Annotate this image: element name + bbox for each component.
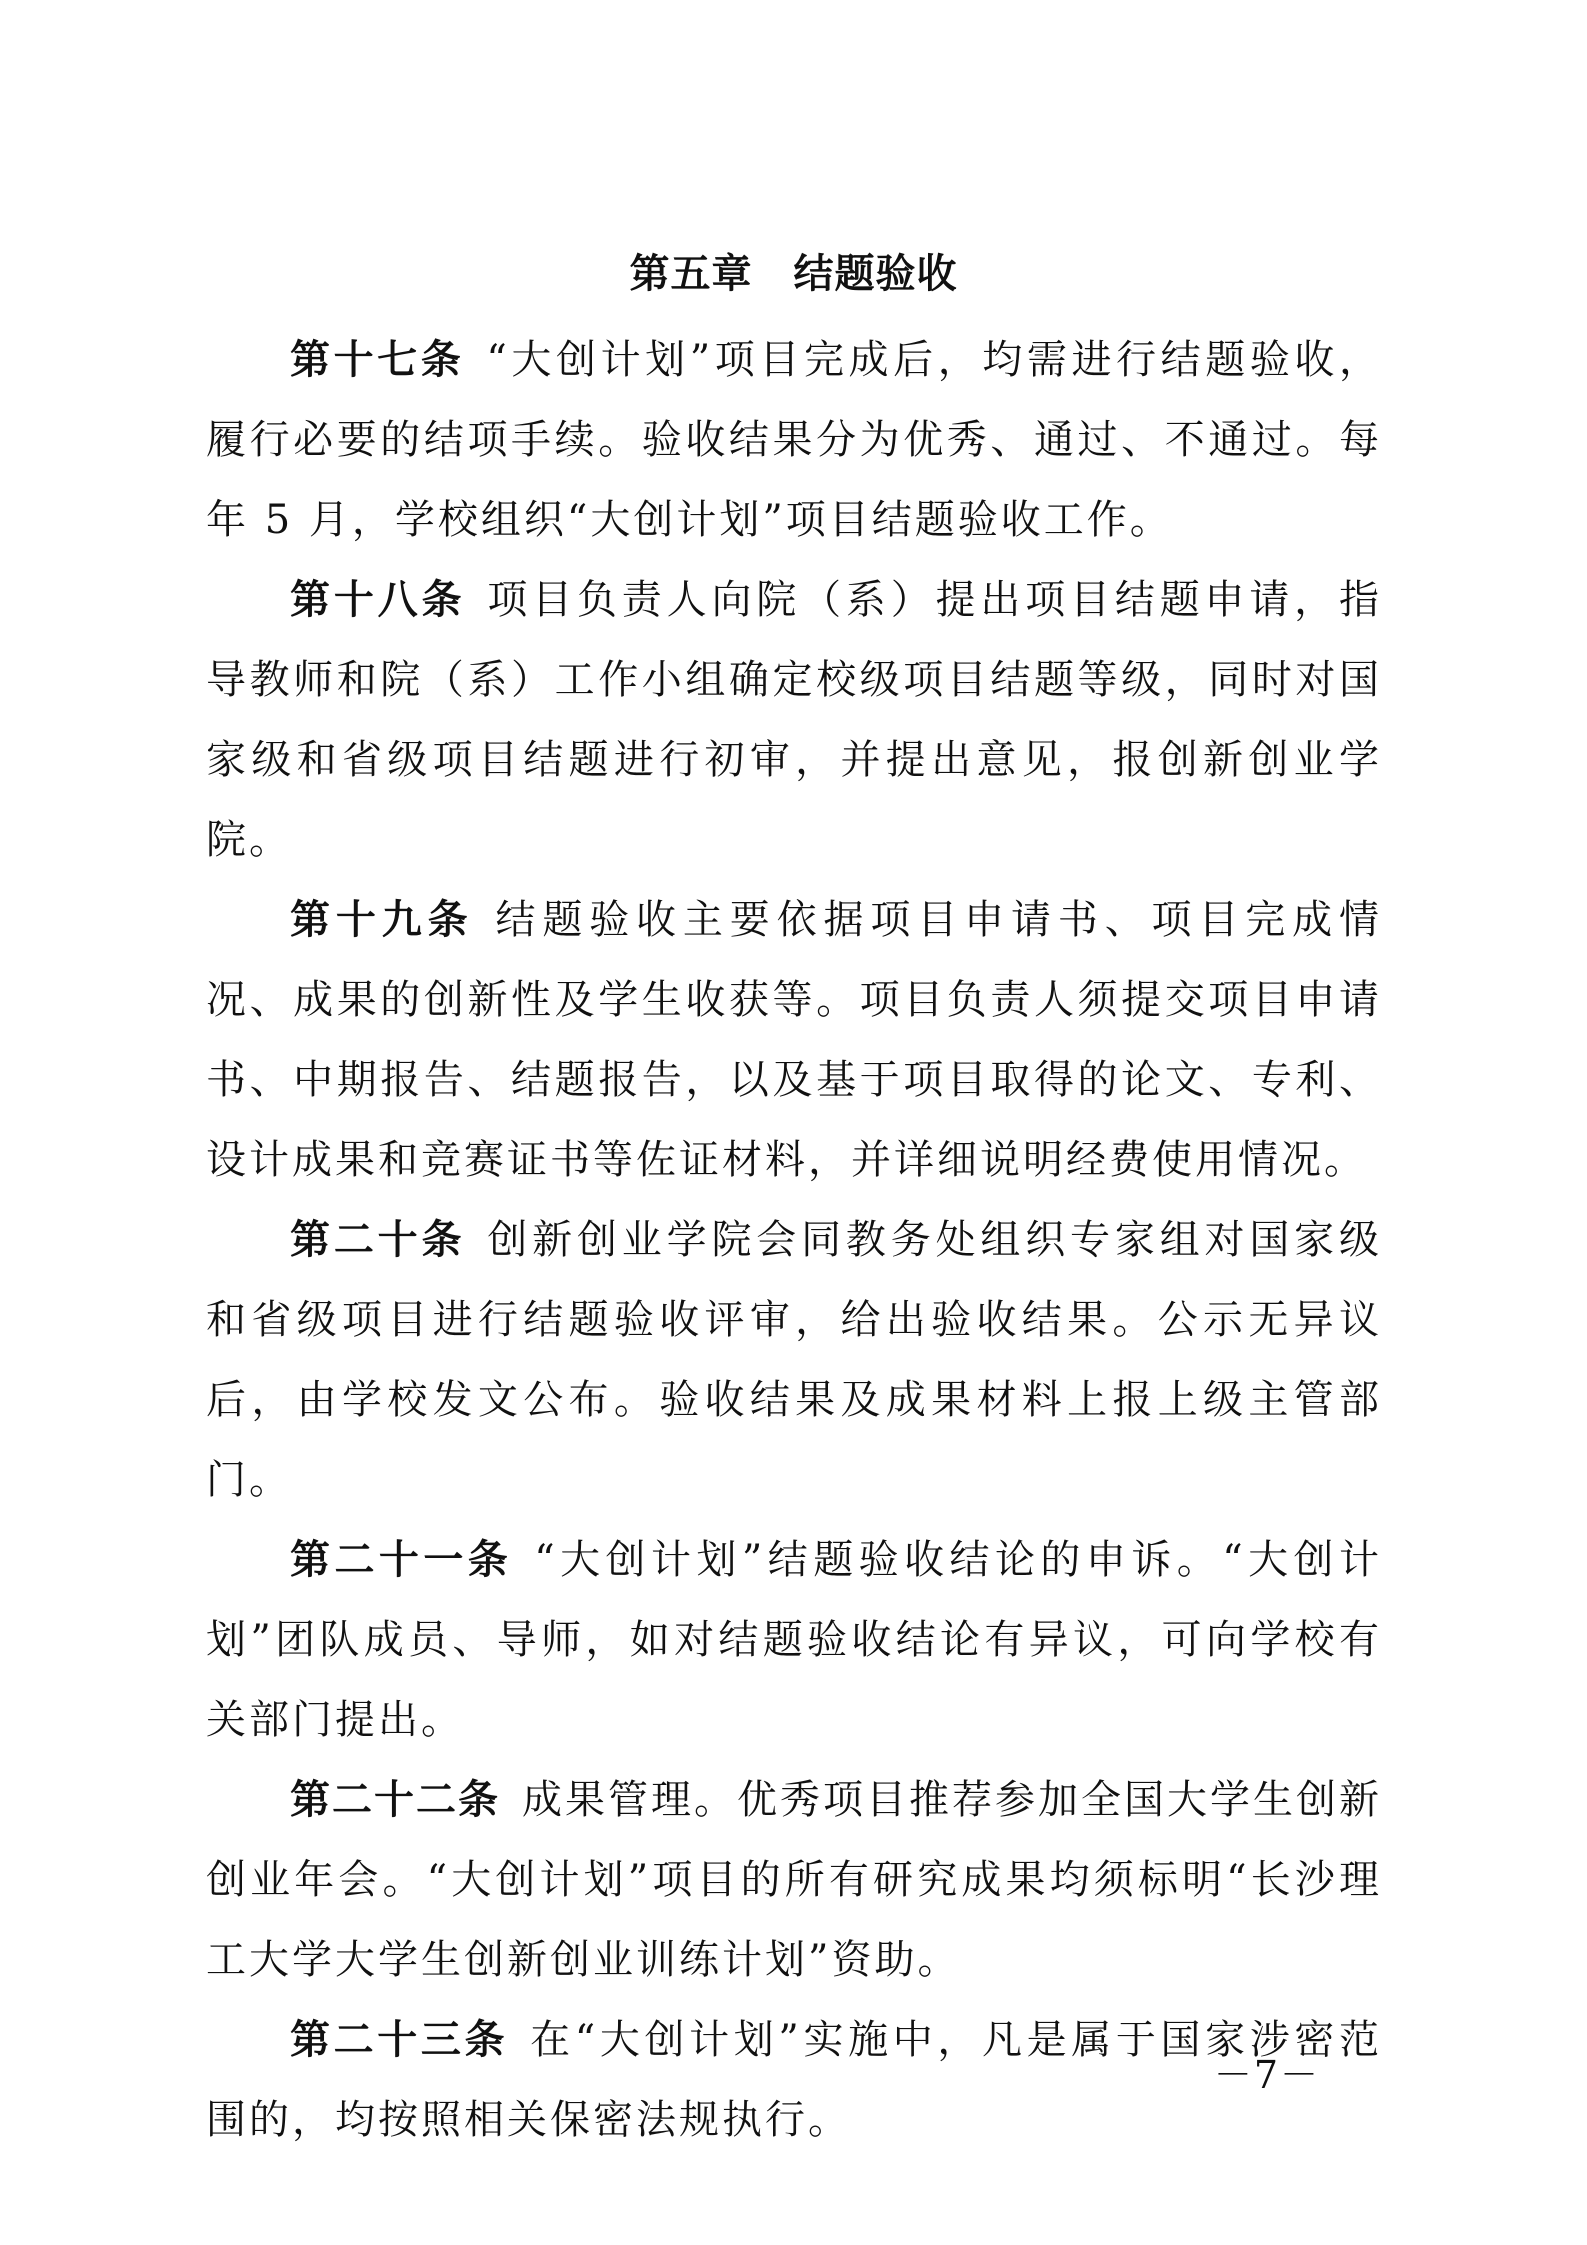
article-18	[206, 560, 1382, 880]
article-text: “大创计划”结题验收结论的申诉。“大创计划”团队成员、导师，如对结题验收结论有异议，可向学校有关部门提出。	[206, 1537, 1382, 1743]
article-21	[206, 1520, 1382, 1760]
article-text: 成果管理。优秀项目推荐参加全国大学生创新创业年会。“大创计划”项目的所有研究成果均须标明“长沙理工大学大学生创新创业训练计划”资助。	[206, 1777, 1382, 1983]
page-number: －7－	[1213, 2053, 1320, 2097]
article-17	[206, 320, 1382, 560]
article-number: 第十八条	[290, 577, 466, 623]
chapter-title: 第五章 结题验收	[629, 251, 958, 297]
article-19	[206, 880, 1382, 1200]
article-text: 项目负责人向院（系）提出项目结题申请，指导教师和院（系）工作小组确定校级项目结题等级，同时对国家级和省级项目结题进行初审，并提出意见，报创新创业学院。	[206, 577, 1383, 863]
article-list	[206, 320, 1382, 2160]
article-text: 创新创业学院会同教务处组织专家组对国家级和省级项目进行结题验收评审，给出验收结果。公示无异议后，由学校发文公布。验收结果及成果材料上报上级主管部门。	[206, 1217, 1383, 1503]
article-text: 结题验收主要依据项目申请书、项目完成情况、成果的创新性及学生收获等。项目负责人须提交项目申请书、中期报告、结题报告，以及基于项目取得的论文、专利、设计成果和竞赛证书等佐证材料，并详细说明经费使用情况。	[206, 897, 1383, 1183]
article-number: 第二十一条	[290, 1537, 513, 1583]
article-number: 第十九条	[290, 897, 474, 943]
article-text: “大创计划”项目完成后，均需进行结题验收，履行必要的结项手续。验收结果分为优秀、通过、不通过。每年 5 月，学校组织“大创计划”项目结题验收工作。	[206, 337, 1383, 543]
article-number: 第二十条	[290, 1217, 466, 1263]
article-number: 第二十三条	[290, 2017, 509, 2063]
article-number: 第二十二条	[290, 1777, 500, 1823]
article-text: 在“大创计划”实施中，凡是属于国家涉密范围的，均按照相关保密法规执行。	[206, 2017, 1383, 2143]
article-number: 第十七条	[290, 337, 465, 383]
article-22	[206, 1760, 1382, 2000]
article-20	[206, 1200, 1382, 1520]
